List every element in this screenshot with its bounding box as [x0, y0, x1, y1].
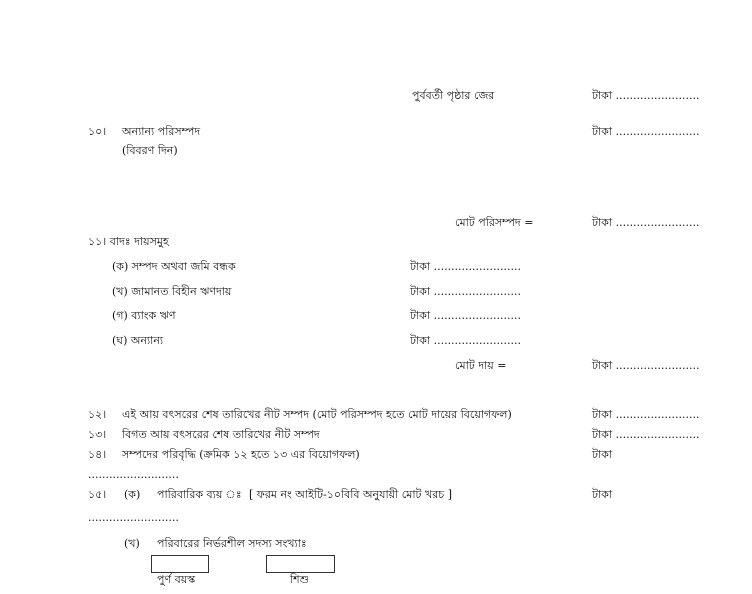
item12-text: এই আয় বৎসরের শেষ তারিখের নীট সম্পদ (মোট পরিসম্পদ হতে মোট দায়ের বিয়োগফল) [122, 408, 512, 421]
item10-title: অন্যান্য পরিসম্পদ [122, 125, 201, 138]
item11-sub-d: (ঘ) অন্যান্য [112, 334, 164, 347]
item15-label-b: পরিবারের নির্ভরশীল সদস্য সংখ্যাঃ [157, 537, 307, 550]
item10-number: ১০। [88, 125, 107, 138]
total-liabilities-currency: টাকা ........................ [592, 359, 700, 372]
item14-dots: .......................... [88, 468, 179, 481]
item12-number: ১২। [88, 408, 107, 421]
adult-count-label: পুর্ণ বয়স্ক [157, 573, 196, 586]
adult-count-box[interactable] [151, 555, 209, 573]
item15-number: ১৫। [88, 488, 107, 501]
item11-sub-b-currency: টাকা ......................... [410, 285, 521, 298]
item15-bracket-note: [ ফরম নং আইটি-১০বিবি অনুযায়ী মোট খরচ ] [249, 488, 453, 501]
item11-sub-a: (ক) সম্পদ অথবা জমি বন্ধক [112, 260, 236, 273]
item11-sub-d-currency: টাকা ......................... [410, 334, 521, 347]
item11-sub-b: (খ) জামানত বিহীন ঋণদায় [112, 285, 232, 298]
item11-sub-c-currency: টাকা ......................... [410, 309, 521, 322]
child-count-label: শিশু [290, 573, 310, 586]
carry-forward-label: পুর্ববর্তী পৃষ্ঠার জের [412, 89, 495, 102]
item14-number: ১৪। [88, 448, 107, 461]
item15-sub-a: (ক) [124, 488, 141, 501]
item13-currency: টাকা ........................ [592, 428, 700, 441]
item15-label-a: পারিবারিক ব্যয় ঃ [157, 488, 242, 501]
item13-number: ১৩। [88, 428, 107, 441]
item11-sub-c: (গ) ব্যাংক ঋণ [112, 309, 176, 322]
item10-currency: টাকা ........................ [592, 125, 700, 138]
item11-sub-a-currency: টাকা ......................... [410, 260, 521, 273]
carry-forward-currency: টাকা ........................ [592, 89, 700, 102]
item15-dots: .......................... [88, 511, 179, 524]
item14-text: সম্পদের পরিবৃদ্ধি (ক্রমিক ১২ হতে ১৩ এর বিয়োগফল) [122, 448, 360, 461]
item11-title: ১১। বাদঃ দায়সমুহ [88, 235, 169, 248]
total-liabilities-label: মোট দায় = [455, 359, 507, 372]
item12-currency: টাকা ........................ [592, 408, 700, 421]
item15-currency: টাকা [592, 488, 613, 501]
total-assets-label: মোট পরিসম্পদ = [455, 216, 534, 229]
item14-currency: টাকা [592, 448, 613, 461]
child-count-box[interactable] [266, 555, 335, 573]
item13-text: বিগত আয় বৎসরের শেষ তারিখের নীট সম্পদ [122, 428, 320, 441]
total-assets-currency: টাকা ........................ [592, 216, 700, 229]
item10-note: (বিবরণ দিন) [122, 144, 178, 157]
item15-sub-b: (খ) [124, 537, 140, 550]
